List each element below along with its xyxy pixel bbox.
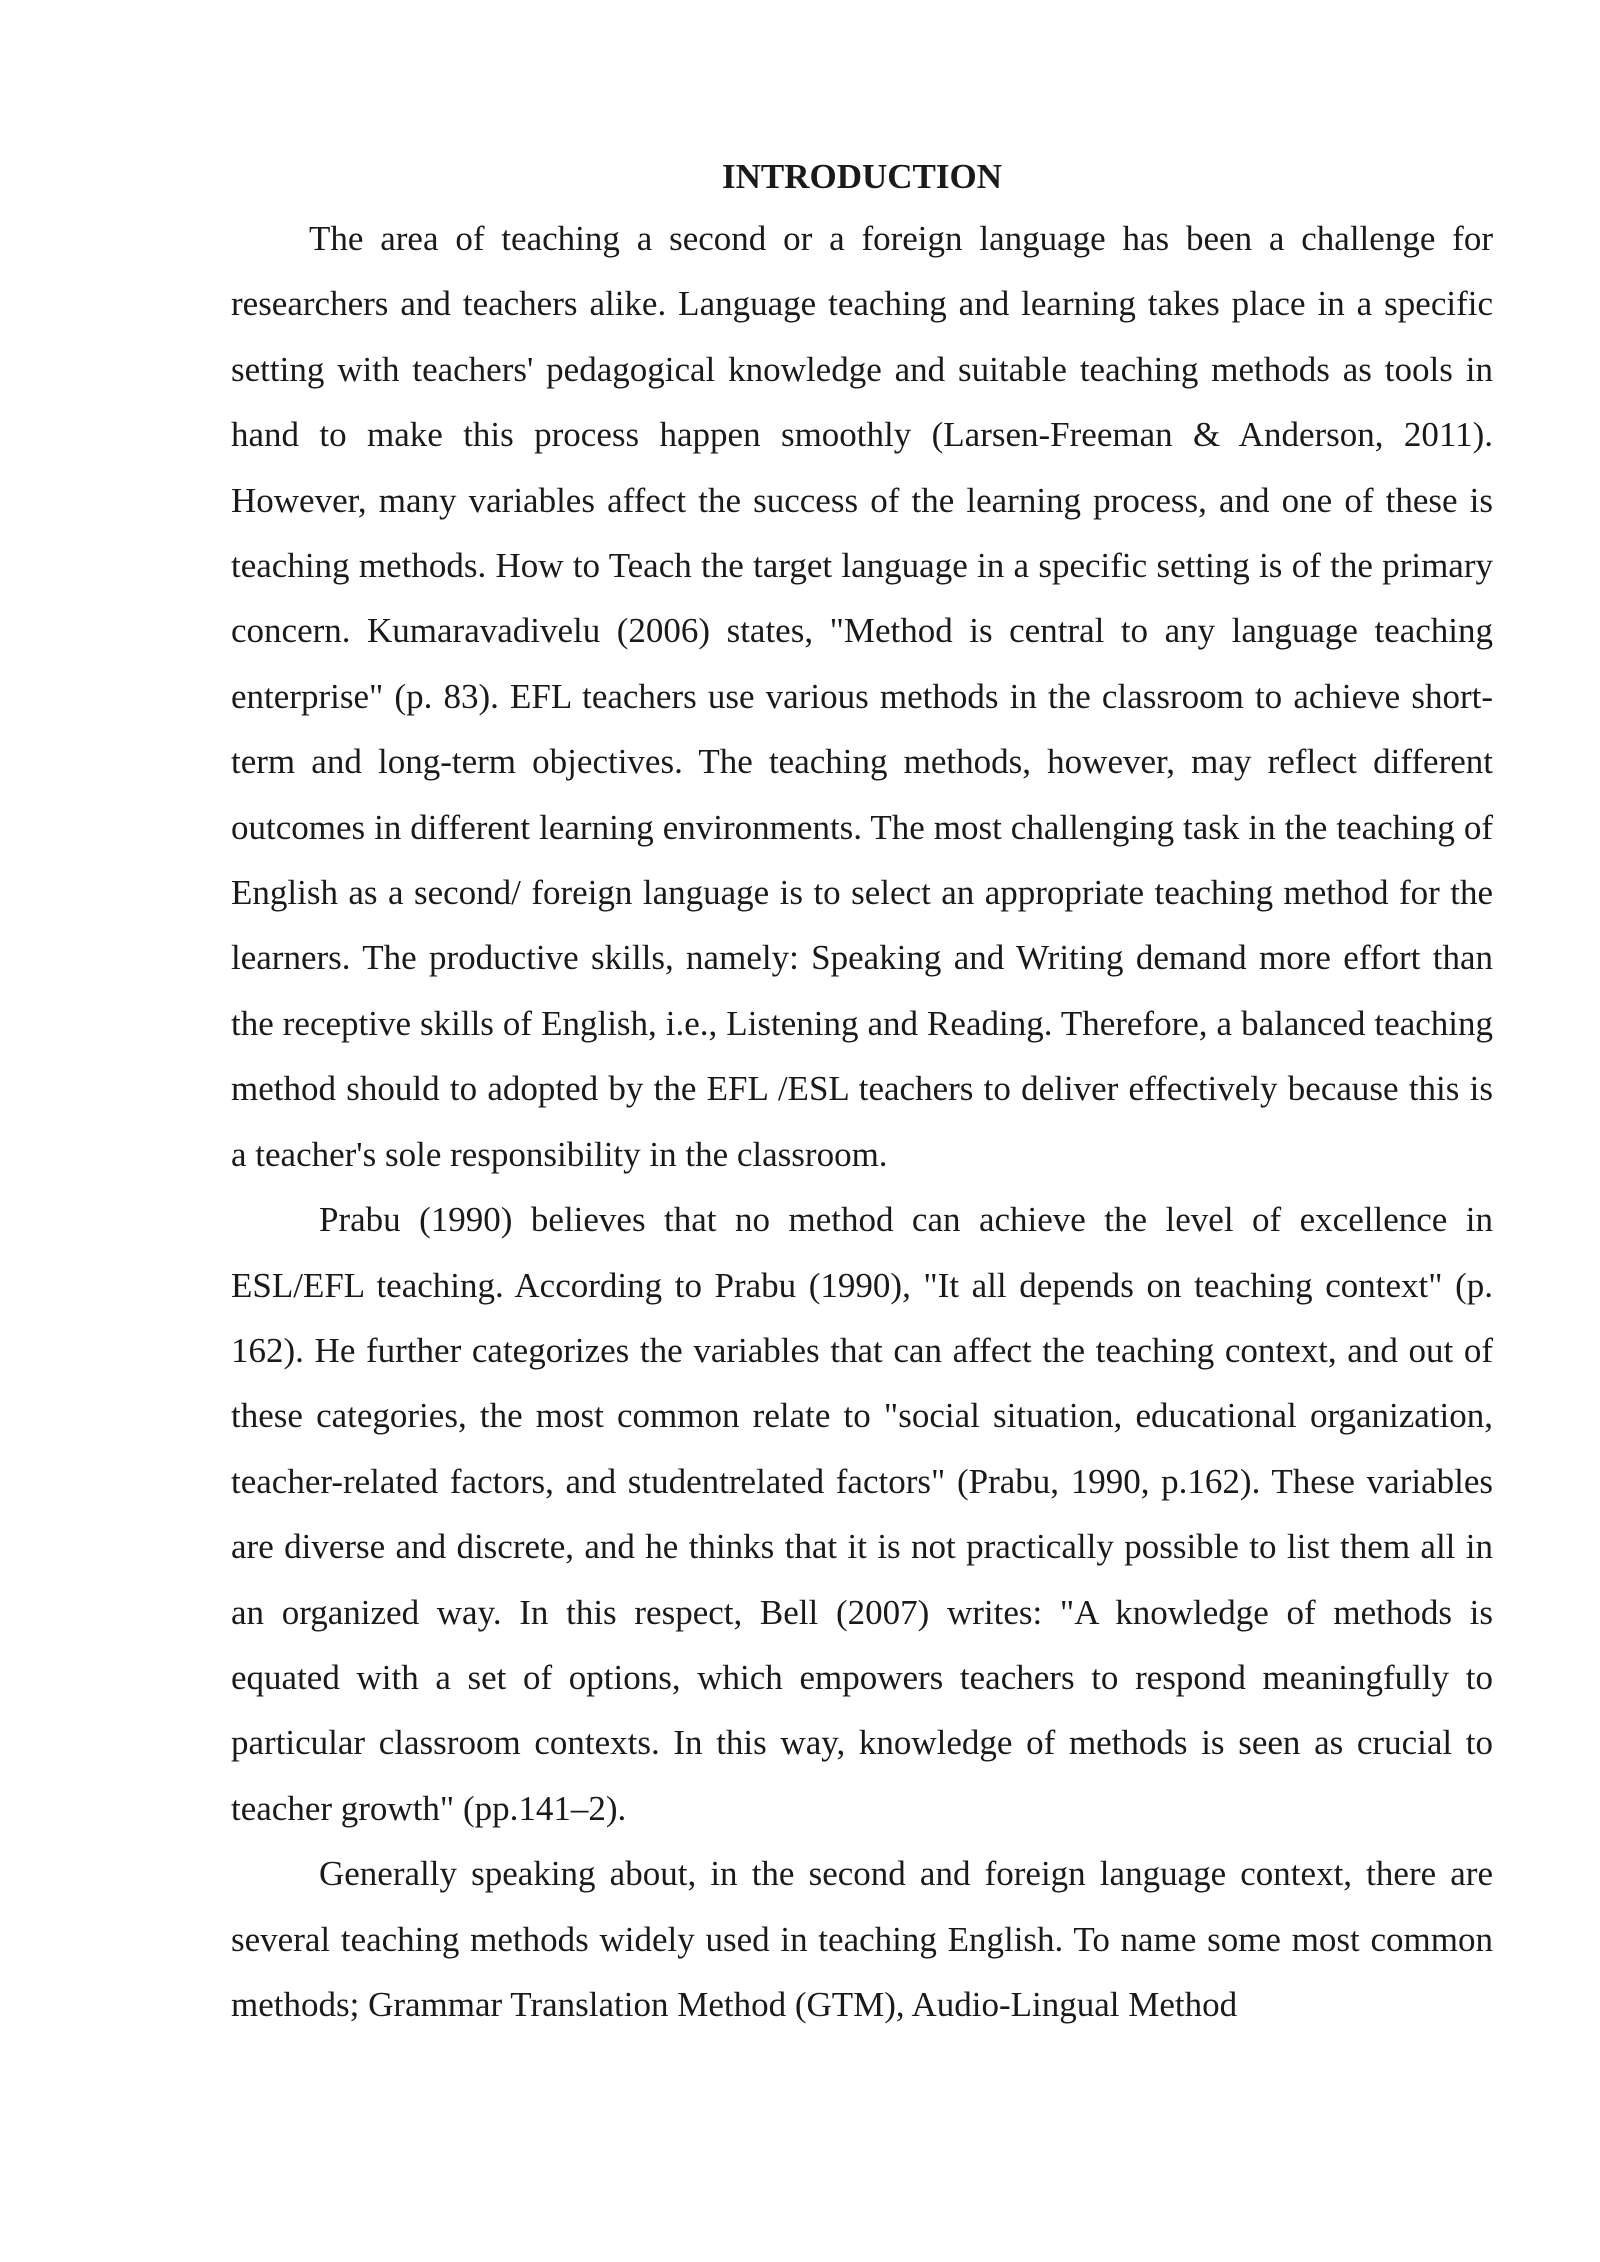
paragraph-1: The area of teaching a second or a foreign language has been a challenge for researchers and teachers alike. Language teaching and learning takes place in a specific setting with teachers' pedagogical knowledge and suitable teaching methods as tools in hand to make this process happen smoothly (Larsen-Freeman & Anderson, 2011). However, many variables affect the success of the learning process, and one of these is teaching methods. How to Teach the target language in a specific setting is of the primary concern. Kumaravadivelu (2006) states, "Method is central to any language teaching enterprise" (p. 83). EFL teachers use various methods in the classroom to achieve short-term and long-term objectives. The teaching methods, however, may reflect different outcomes in different learning environments. The most challenging task in the teaching of English as a second/ foreign language is to select an appropriate teaching method for the learners. The productive skills, namely: Speaking and Writing demand more effort than the receptive skills of English, i.e., Listening and Reading. Therefore, a balanced teaching method should to adopted by the EFL /ESL teachers to deliver effectively because this is a teacher's sole responsibility in the classroom. [231, 219, 1493, 1174]
paragraph-3: Generally speaking about, in the second and foreign language context, there are several teaching methods widely used in teaching English. To name some most common methods; Grammar Translation Method (GTM), Audio-Lingual Method [231, 1854, 1493, 2024]
section-heading: INTRODUCTION [721, 157, 1003, 196]
document-body [231, 148, 1493, 2037]
paragraph-2: Prabu (1990) believes that no method can achieve the level of excellence in ESL/EFL teaching. According to Prabu (1990), "It all depends on teaching context" (p. 162). He further categorizes the variables that can affect the teaching context, and out of these categories, the most common relate to "social situation, educational organization, teacher-related factors, and studentrelated factors" (Prabu, 1990, p.162). These variables are diverse and discrete, and he thinks that it is not practically possible to list them all in an organized way. In this respect, Bell (2007) writes: "A knowledge of methods is equated with a set of options, which empowers teachers to respond meaningfully to particular classroom contexts. In this way, knowledge of methods is seen as crucial to teacher growth" (pp.141–2). [231, 1200, 1493, 1828]
